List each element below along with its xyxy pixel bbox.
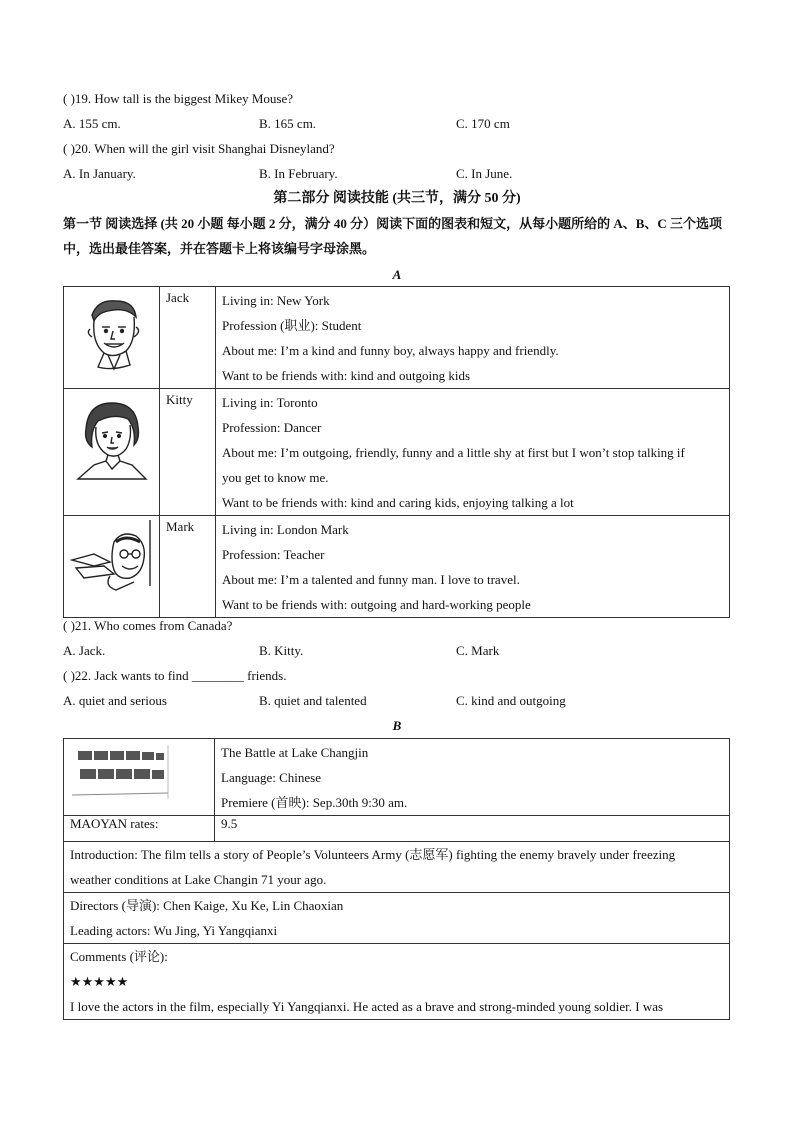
movie-table: [63, 738, 730, 1020]
kitty-portrait: [64, 389, 160, 516]
mark-about: About me: I’m a talented and funny man. I love to travel.: [222, 572, 520, 587]
movie-info: [215, 739, 730, 816]
question-19-stem: ( )19. How tall is the biggest Mikey Mouse?: [63, 91, 293, 106]
kitty-details: [216, 389, 730, 516]
part2-title: 第二部分 阅读技能 (共三节，满分 50 分): [273, 191, 521, 206]
comment-text: I love the actors in the film, especially Yi Yangqianxi. He acted as a brave and strong-minded young soldier. I was: [70, 999, 664, 1014]
q19-option-c: C. 170 cm: [456, 116, 510, 131]
mark-portrait: [64, 516, 160, 618]
q22-option-c: C. kind and outgoing: [456, 693, 566, 708]
profiles-table: [63, 286, 730, 618]
movie-premiere: Premiere (首映): Sep.30th 9:30 am.: [221, 795, 408, 810]
kitty-living: Living in: Toronto: [222, 395, 318, 410]
passage-b-label: B: [392, 718, 402, 733]
q19-option-a: A. 155 cm.: [63, 116, 121, 131]
movie-credits-row: [64, 893, 730, 944]
kitty-profession: Profession: Dancer: [222, 420, 322, 435]
question-22-stem: ( )22. Jack wants to find ________ friends.: [63, 668, 287, 683]
movie-credits: [64, 893, 730, 944]
q19-option-b: B. 165 cm.: [259, 116, 317, 131]
movie-comments: [64, 944, 730, 1020]
q20-option-a: A. In January.: [63, 166, 136, 181]
q21-option-a: A. Jack.: [63, 643, 106, 658]
q20-option-c: C. In June.: [456, 166, 513, 181]
movie-comments-row: [64, 944, 730, 1020]
jack-name: Jack: [160, 287, 216, 389]
rating-stars: ★★★★★: [70, 974, 129, 989]
kitty-about: About me: I’m outgoing, friendly, funny and a little shy at first but I won’t stop talking if: [222, 445, 685, 460]
q21-option-c: C. Mark: [456, 643, 500, 658]
jack-portrait: [64, 287, 160, 389]
mark-profession: Profession: Teacher: [222, 547, 325, 562]
comments-label: Comments (评论):: [70, 949, 168, 964]
movie-title: The Battle at Lake Changjin: [221, 745, 369, 760]
movie-rates-row: [64, 816, 730, 842]
mark-name: Mark: [160, 516, 216, 618]
jack-about: About me: I’m a kind and funny boy, always happy and friendly.: [222, 343, 559, 358]
question-21-stem: ( )21. Who comes from Canada?: [63, 618, 233, 633]
kitty-want: Want to be friends with: kind and caring kids, enjoying talking a lot: [222, 495, 574, 510]
movie-directors: Directors (导演): Chen Kaige, Xu Ke, Lin Chaoxian: [70, 898, 344, 913]
jack-profession: Profession (职业): Student: [222, 318, 362, 333]
mark-details: [216, 516, 730, 618]
section1-instruction: 第一节 阅读选择 (共 20 小题 每小题 2 分，满分 40 分）阅读下面的图表和短文，从每小题所给的 A、B、C 三个选项中，选出最佳答案，并在答题卡上将该编号字母涂黑。: [63, 216, 723, 256]
q21-option-b: B. Kitty.: [259, 643, 304, 658]
q20-option-b: B. In February.: [259, 166, 338, 181]
jack-details: [216, 287, 730, 389]
q22-option-a: A. quiet and serious: [63, 693, 167, 708]
movie-intro-row: [64, 842, 730, 893]
jack-want: Want to be friends with: kind and outgoing kids: [222, 368, 471, 383]
intro-line-2: weather conditions at Lake Changin 71 your ago.: [70, 872, 327, 887]
movie-poster: [64, 739, 215, 816]
profile-row-kitty: [64, 389, 730, 516]
movie-introduction: [64, 842, 730, 893]
intro-line-1: Introduction: The film tells a story of People’s Volunteers Army (志愿军) fighting the enemy bravely under freezing: [70, 847, 676, 862]
kitty-about-cont: you get to know me.: [222, 470, 329, 485]
rates-value: 9.5: [215, 816, 730, 842]
kitty-name: Kitty: [160, 389, 216, 516]
passage-a-label: A: [392, 267, 402, 282]
profile-row-mark: [64, 516, 730, 618]
movie-header-row: [64, 739, 730, 816]
rates-label: MAOYAN rates:: [64, 816, 215, 842]
mark-living: Living in: London Mark: [222, 522, 349, 537]
profile-row-jack: [64, 287, 730, 389]
mark-want: Want to be friends with: outgoing and hard-working people: [222, 597, 531, 612]
movie-language: Language: Chinese: [221, 770, 321, 785]
jack-living: Living in: New York: [222, 293, 330, 308]
question-20-stem: ( )20. When will the girl visit Shanghai Disneyland?: [63, 141, 335, 156]
q22-option-b: B. quiet and talented: [259, 693, 367, 708]
movie-actors: Leading actors: Wu Jing, Yi Yangqianxi: [70, 923, 278, 938]
